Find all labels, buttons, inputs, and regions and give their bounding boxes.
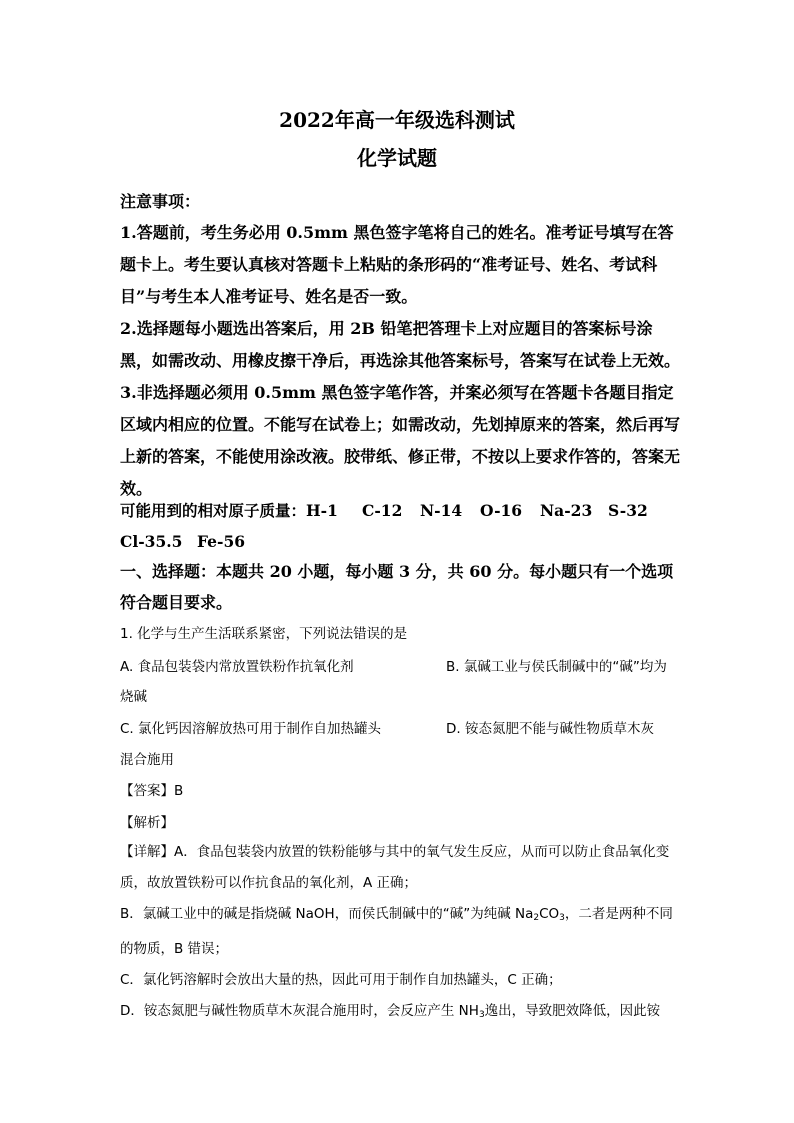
notice-heading: 注意事项：	[120, 192, 201, 211]
atomic-masses	[120, 495, 680, 557]
detail-d	[120, 996, 680, 1031]
detail-a-text: A．食品包装袋内放置的铁粉能够与其中的氧气发生反应，从而可以防止食品氧化变质，故放置铁粉可以作抗食品的氧化剂，A 正确；	[120, 844, 670, 891]
mass-n: N-14	[420, 501, 463, 520]
detail-b-subscript-2: 3	[559, 913, 565, 923]
atomic-masses-row-1	[120, 495, 680, 526]
exam-subject: 化学试题	[357, 146, 437, 170]
detail-a	[120, 837, 680, 899]
mass-o: O-16	[480, 501, 523, 520]
option-a: A. 食品包装袋内常放置铁粉作抗氧化剂	[120, 659, 354, 675]
option-d: D. 铵态氮肥不能与碱性物质草木灰	[446, 721, 654, 737]
detail-d-text: D．铵态氮肥与碱性物质草木灰混合施用时，会反应产生 NH	[120, 1003, 479, 1019]
option-b-continued: 烧碱	[120, 689, 147, 705]
mass-cl: Cl-35.5	[120, 532, 183, 551]
mass-s: S-32	[608, 501, 648, 520]
detail-d-subscript: 3	[478, 1010, 485, 1020]
detail-block	[120, 837, 680, 1031]
atomic-masses-label: 可能用到的相对原子质量：	[120, 501, 307, 520]
atomic-masses-row-2	[120, 526, 680, 557]
question-stem: 1. 化学与生产生活联系紧密，下列说法错误的是	[120, 626, 408, 642]
detail-b-formula: CO	[539, 906, 560, 922]
analysis-label: 【解析】	[120, 815, 174, 831]
notice-item-1: 1.答题前，考生务必用 0.5mm 黑色签字笔将自己的姓名。准考证号填写在答题卡上。考生要认真核对答题卡上粘贴的条形码的“准考证号、姓名、考试科目”与考生本人准考证号、姓名是否一致。	[120, 223, 674, 306]
detail-b-text-end: ，二者是两种不同的物质，B 错误；	[120, 906, 673, 957]
mass-fe: Fe-56	[197, 532, 246, 551]
answer-value: B	[174, 783, 184, 799]
detail-b	[120, 899, 680, 965]
detail-b-subscript-1: 2	[533, 913, 540, 923]
option-d-continued: 混合施用	[120, 752, 174, 768]
option-c: C. 氯化钙因溶解放热可用于制作自加热罐头	[120, 721, 382, 737]
detail-c: C．氯化钙溶解时会放出大量的热，因此可用于制作自加热罐头，C 正确；	[120, 972, 562, 988]
option-b: B. 氯碱工业与侯氏制碱中的“碱”均为	[446, 659, 667, 675]
notice-item-2: 2.选择题每小题选出答案后，用 2B 铅笔把答理卡上对应题目的答案标号涂黑，如需改动、用橡皮擦干净后，再选涂其他答案标号，答案写在试卷上无效。	[120, 319, 681, 370]
notice-list	[120, 217, 680, 505]
answer-line	[120, 779, 183, 799]
detail-label: 【详解】	[120, 844, 174, 860]
mass-na: Na-23	[540, 501, 593, 520]
mass-c: C-12	[362, 501, 403, 520]
section-heading: 一、选择题：本题共 20 小题，每小题 3 分，共 60 分。每小题只有一个选项符合题目要求。	[120, 562, 674, 612]
mass-h: H-1	[306, 501, 338, 520]
notice-item-3: 3.非选择题必须用 0.5mm 黑色签字笔作答，并案必须写在答题卡各题目指定区域内相应的位置。不能写在试卷上；如需改动，先划掉原来的答案，然后再写上新的答案，不能使用涂改液。胶带纸、修正带，不按以上要求作答的，答案无效。	[120, 383, 681, 498]
detail-d-text-end: 逸出，导致肥效降低，因此铵	[484, 1003, 661, 1019]
exam-title: 2022年高一年级选科测试	[279, 108, 515, 132]
answer-label: 【答案】	[120, 783, 174, 799]
detail-b-text: B．氯碱工业中的碱是指烧碱 NaOH，而侯氏制碱中的“碱”为纯碱 Na	[120, 906, 534, 922]
